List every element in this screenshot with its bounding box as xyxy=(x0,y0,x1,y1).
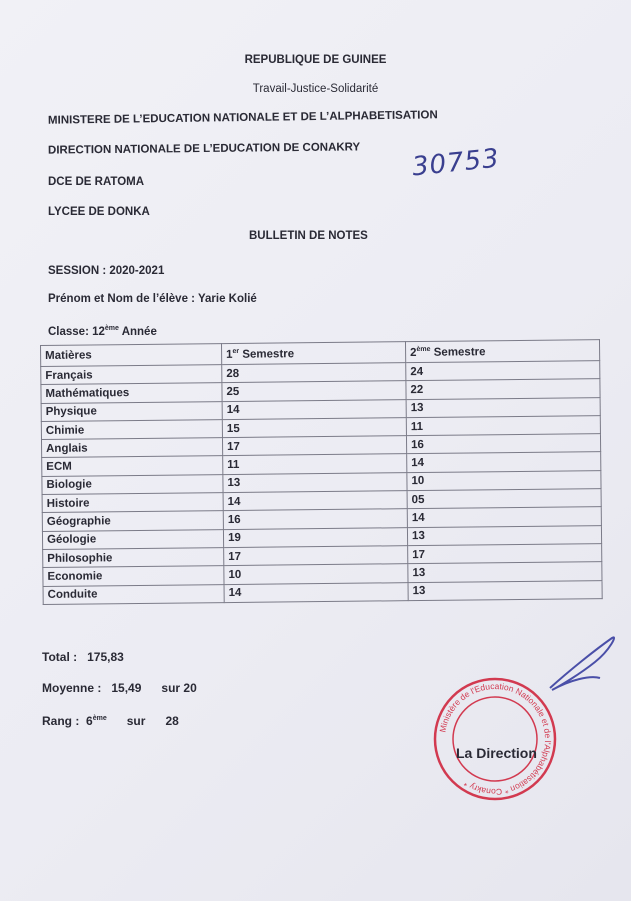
signature-icon xyxy=(540,630,620,710)
subject-cell: Histoire xyxy=(42,493,223,513)
document-title: BULLETIN DE NOTES xyxy=(249,230,368,242)
subject-cell: Economie xyxy=(43,566,224,586)
grades-table xyxy=(40,339,603,605)
semester-1-cell: 10 xyxy=(224,564,408,584)
semester-1-cell: 28 xyxy=(222,363,406,383)
direction-heading: DIRECTION NATIONALE DE L’EDUCATION DE CONAKRY xyxy=(47,141,361,157)
semester-2-cell: 14 xyxy=(407,507,601,527)
subject-cell: Physique xyxy=(41,401,222,421)
motto: Travail-Justice-Solidarité xyxy=(252,83,379,95)
subject-cell: Biologie xyxy=(42,474,223,494)
semester-1-cell: 16 xyxy=(223,509,407,529)
header-semester-2: 2ème Semestre xyxy=(405,340,599,363)
subject-cell: Anglais xyxy=(41,438,222,458)
semester-2-cell: 13 xyxy=(408,580,602,600)
subject-cell: Français xyxy=(41,365,222,385)
semester-1-cell: 13 xyxy=(223,472,407,492)
subject-cell: Philosophie xyxy=(43,548,224,568)
semester-1-cell: 14 xyxy=(222,399,406,419)
semester-1-cell: 14 xyxy=(224,582,408,602)
class-level: Classe: 12ème Année xyxy=(48,325,157,338)
stamp-label: La Direction xyxy=(456,745,537,761)
semester-1-cell: 17 xyxy=(222,436,406,456)
student-name: Prénom et Nom de l’élève : Yarie Kolié xyxy=(48,293,257,305)
school-heading: LYCEE DE DONKA xyxy=(48,206,150,218)
semester-2-cell: 22 xyxy=(406,379,600,399)
semester-2-cell: 13 xyxy=(408,562,602,582)
semester-1-cell: 17 xyxy=(224,546,408,566)
total-line: Total : 175,83 xyxy=(42,650,124,664)
semester-2-cell: 17 xyxy=(408,544,602,564)
semester-2-cell: 24 xyxy=(406,361,600,381)
rang-line: Rang : 6ème sur 28 xyxy=(42,714,179,728)
ministry-heading: MINISTERE DE L’EDUCATION NATIONALE ET DE L’ALPHABETISATION xyxy=(47,109,438,127)
semester-2-cell: 13 xyxy=(407,525,601,545)
semester-2-cell: 05 xyxy=(407,489,601,509)
semester-2-cell: 16 xyxy=(406,434,600,454)
semester-1-cell: 25 xyxy=(222,381,406,401)
subject-cell: Chimie xyxy=(41,419,222,439)
moyenne-line: Moyenne : 15,49 sur 20 xyxy=(42,681,197,695)
semester-1-cell: 19 xyxy=(223,527,407,547)
stamp-ring-text: Ministère de l'Education Nationale et de l'Alphabétisation * Conakry * xyxy=(437,680,554,798)
semester-2-cell: 11 xyxy=(406,416,600,436)
semester-1-cell: 15 xyxy=(222,418,406,438)
semester-2-cell: 14 xyxy=(407,452,601,472)
subject-cell: Géologie xyxy=(42,529,223,549)
subject-cell: Mathématiques xyxy=(41,383,222,403)
dce-heading: DCE DE RATOMA xyxy=(48,176,145,188)
session: SESSION : 2020-2021 xyxy=(48,265,165,277)
semester-2-cell: 10 xyxy=(407,470,601,490)
subject-cell: Géographie xyxy=(42,511,223,531)
header-semester-1: 1er Semestre xyxy=(221,342,405,365)
subject-cell: Conduite xyxy=(43,584,224,604)
subject-cell: ECM xyxy=(42,456,223,476)
header-subject: Matières xyxy=(41,344,222,367)
semester-1-cell: 14 xyxy=(223,491,407,511)
country-heading: REPUBLIQUE DE GUINEE xyxy=(244,54,387,66)
handwritten-number: 30753 xyxy=(410,143,502,183)
stamp-inner-ring xyxy=(453,697,537,781)
semester-2-cell: 13 xyxy=(406,397,600,417)
semester-1-cell: 11 xyxy=(223,454,407,474)
